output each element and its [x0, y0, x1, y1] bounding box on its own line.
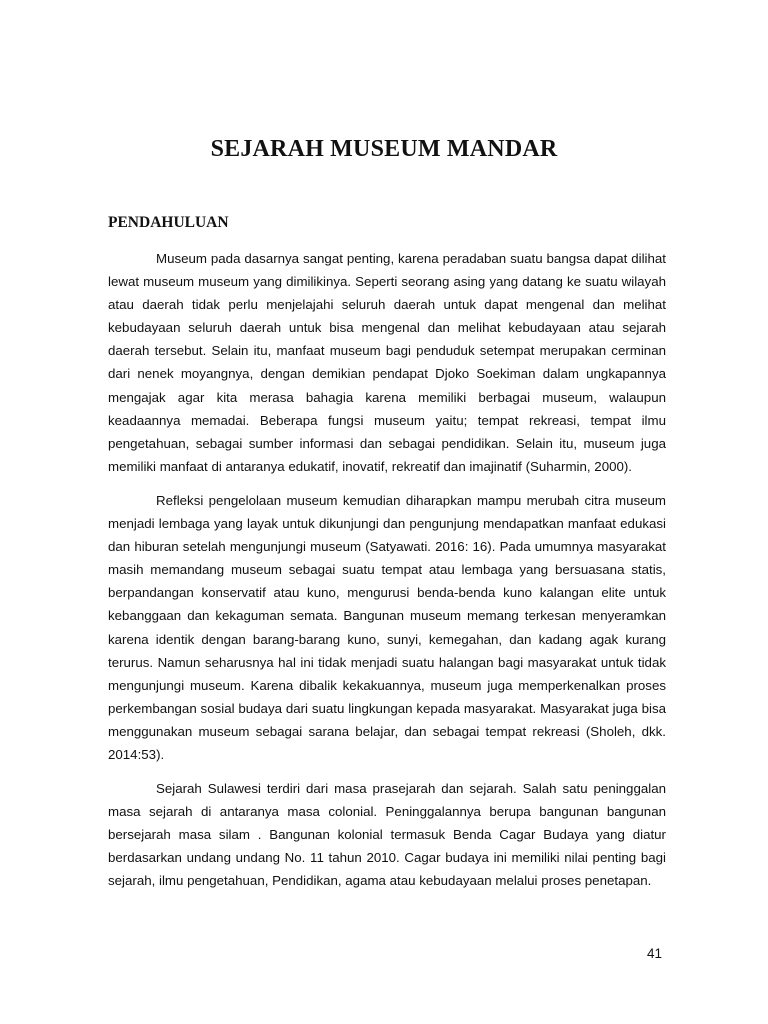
body-text	[108, 247, 666, 904]
paragraph-1: Museum pada dasarnya sangat penting, karena peradaban suatu bangsa dapat dilihat lewat museum museum yang dimilikinya. Seperti seorang asing yang datang ke suatu wilayah atau daerah tidak perlu menjelajahi seluruh daerah untuk dapat mengenal dan melihat kebudayaan seluruh daerah untuk bisa mengenal dan melihat kebudayaan atau sejarah daerah tersebut. Selain itu, manfaat museum bagi penduduk setempat merupakan cerminan dari nenek moyangnya, dengan demikian pendapat Djoko Soekiman dalam ungkapannya mengajak agar kita merasa bahagia karena memiliki berbagai museum, walaupun keadaannya memadai. Beberapa fungsi museum yaitu; tempat rekreasi, tempat ilmu pengetahuan, sebagai sumber informasi dan sebagai pendidikan. Selain itu, museum juga memiliki manfaat di antaranya edukatif, inovatif, rekreatif dan imajinatif (Suharmin, 2000).	[108, 251, 666, 474]
page-number: 41	[646, 946, 662, 961]
paragraph-2: Refleksi pengelolaan museum kemudian diharapkan mampu merubah citra museum menjadi lembaga yang layak untuk dikunjungi dan pengunjung mendapatkan manfaat edukasi dan hiburan setelah mengunjungi museum (Satyawati. 2016: 16). Pada umumnya masyarakat masih memandang museum sebagai suatu tempat atau lembaga yang bersuasana statis, berpandangan konservatif atau kuno, mengurusi benda-benda kuno kalangan elite untuk kebanggaan dan kekaguman semata. Bangunan museum memang terkesan menyeramkan karena identik dengan barang-barang kuno, sunyi, kemegahan, dan kadang agak kurang terurus. Namun seharusnya hal ini tidak menjadi suatu halangan bagi masyarakat untuk tidak mengunjungi museum. Karena dibalik kekakuannya, museum juga memperkenalkan proses perkembangan sosial budaya dari suatu lingkungan kepada masyarakat. Masyarakat juga bisa menggunakan museum sebagai sarana belajar, dan sebagai tempat rekreasi (Sholeh, dkk. 2014:53).	[108, 492, 666, 762]
page-title: SEJARAH MUSEUM MANDAR	[210, 136, 558, 162]
paragraph-3: Sejarah Sulawesi terdiri dari masa prasejarah dan sejarah. Salah satu peninggalan masa sejarah di antaranya masa colonial. Peninggalannya berupa bangunan bangunan bersejarah masa silam . Bangunan kolonial termasuk Benda Cagar Budaya yang diatur berdasarkan undang undang No. 11 tahun 2010. Cagar budaya ini memiliki nilai penting bagi sejarah, ilmu pengetahuan, Pendidikan, agama atau kebudayaan melalui proses penetapan.	[108, 781, 666, 889]
section-heading: PENDAHULUAN	[108, 214, 229, 231]
